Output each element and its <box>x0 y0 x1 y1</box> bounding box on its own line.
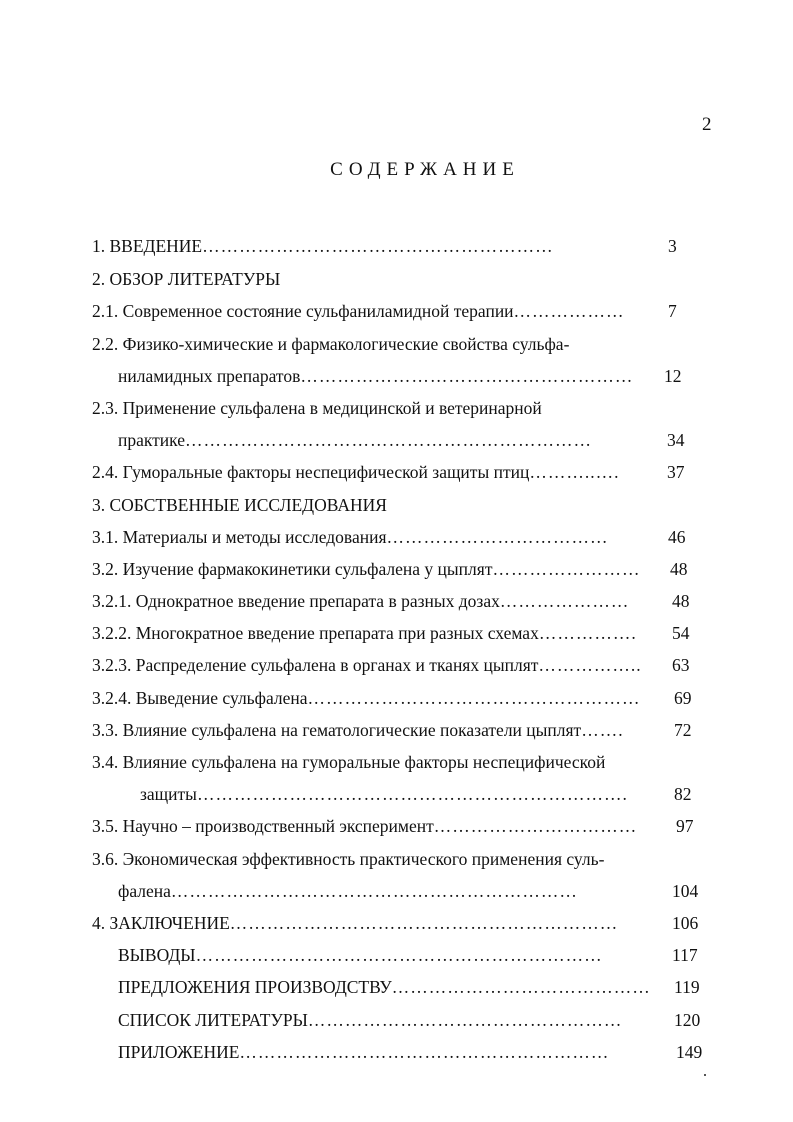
toc-entry <box>92 622 637 644</box>
toc-entry <box>92 268 280 290</box>
toc-entry <box>118 880 578 902</box>
toc-entry <box>92 719 624 741</box>
toc-entry-title: 3.6. Экономическая эффективность практического применения суль- <box>92 849 605 869</box>
toc-entry-title: 4. ЗАКЛЮЧЕНИЕ <box>92 913 230 933</box>
toc-dot-leader: ………………………………………………………… <box>185 430 593 450</box>
toc-entry-title: 3.2.1. Однократное введение препарата в разных дозах <box>92 591 500 611</box>
toc-entry <box>92 815 637 837</box>
toc-entry-title: ПРИЛОЖЕНИЕ <box>118 1042 240 1062</box>
toc-page-number: 46 <box>668 527 686 547</box>
toc-entry <box>92 526 609 548</box>
toc-page-number: 34 <box>667 430 685 450</box>
toc-entry-title: 2.4. Гуморальные факторы неспецифической защиты птиц <box>92 462 530 482</box>
toc-entry-title: практике <box>118 430 186 450</box>
toc-dot-leader: ……………………………………………………… <box>229 913 619 933</box>
toc-page-number: 119 <box>674 977 700 997</box>
toc-page-number: 82 <box>674 784 692 804</box>
toc-page-number: 69 <box>674 688 692 708</box>
scan-speck <box>704 1074 706 1076</box>
toc-dot-leader: …………………………………… <box>391 977 651 997</box>
toc-entry-title: 2.2. Физико-химические и фармакологические свойства сульфа- <box>92 334 570 354</box>
toc-entry <box>92 300 625 322</box>
toc-dot-leader: ……………… <box>513 301 625 321</box>
toc-dot-leader: …………………………… <box>433 816 638 836</box>
toc-page-number: 54 <box>672 623 690 643</box>
toc-entry <box>118 1041 609 1063</box>
toc-dot-leader: …………………………………………………… <box>239 1042 610 1062</box>
toc-entry <box>118 365 633 387</box>
toc-page-number: 120 <box>674 1010 701 1030</box>
toc-entry <box>92 912 618 934</box>
toc-entry-title: 3. СОБСТВЕННЫЕ ИССЛЕДОВАНИЯ <box>92 495 387 515</box>
toc-entry <box>92 751 605 773</box>
toc-page-number: 7 <box>668 301 677 321</box>
toc-page-number: 72 <box>674 720 692 740</box>
toc-entry <box>92 235 554 257</box>
toc-page-number: 3 <box>668 236 677 256</box>
toc-dot-leader: ……. <box>581 720 624 740</box>
toc-dot-leader: ……………………………………………… <box>300 366 634 386</box>
page-number: 2 <box>702 114 712 135</box>
toc-dot-leader: …………….. <box>538 655 642 675</box>
toc-dot-leader: ……………………………………………… <box>307 688 641 708</box>
toc-page-number: 48 <box>670 559 688 579</box>
toc-entry <box>92 848 604 870</box>
toc-page-number: 149 <box>676 1042 703 1062</box>
toc-entry <box>118 976 651 998</box>
toc-entry <box>118 944 603 966</box>
toc-page-number: 48 <box>672 591 690 611</box>
page-title: СОДЕРЖАНИЕ <box>330 159 520 180</box>
toc-entry <box>92 654 642 676</box>
toc-dot-leader: ……………………………… <box>386 527 609 547</box>
toc-dot-leader: ………………………………………………………… <box>170 881 578 901</box>
toc-dot-leader: …………………………………………… <box>307 1010 623 1030</box>
toc-entry-title: 3.2. Изучение фармакокинетики сульфалена у цыплят <box>92 559 493 579</box>
toc-entry <box>92 461 619 483</box>
toc-entry-title: 3.2.2. Многократное введение препарата при разных схемах <box>92 623 539 643</box>
toc-page-number: 117 <box>672 945 698 965</box>
toc-entry <box>92 590 629 612</box>
toc-dot-leader: …………………… <box>492 559 641 579</box>
toc-entry-title: защиты <box>140 784 197 804</box>
toc-entry-title: 2.3. Применение сульфалена в медицинской и ветеринарной <box>92 398 542 418</box>
toc-dot-leader: ………..…. <box>529 462 620 482</box>
toc-entry-title: ВЫВОДЫ <box>118 945 196 965</box>
toc-dot-leader: ………………………………………………… <box>202 236 554 256</box>
toc-page-number: 106 <box>672 913 699 933</box>
toc-entry <box>92 558 640 580</box>
toc-entry-title: ниламидных препаратов <box>118 366 301 386</box>
toc-dot-leader: ………………… <box>499 591 630 611</box>
toc-entry-title: 3.1. Материалы и методы исследования <box>92 527 387 547</box>
toc-entry-title: 3.3. Влияние сульфалена на гематологические показатели цыплят <box>92 720 582 740</box>
toc-entry <box>118 429 592 451</box>
toc-entry-title: 3.2.4. Выведение сульфалена <box>92 688 308 708</box>
toc-page-number: 12 <box>664 366 682 386</box>
toc-page-number: 97 <box>676 816 694 836</box>
toc-entry-title: ПРЕДЛОЖЕНИЯ ПРОИЗВОДСТВУ <box>118 977 392 997</box>
toc-entry <box>92 494 387 516</box>
toc-entry-title: 1. ВВЕДЕНИЕ <box>92 236 203 256</box>
toc-entry-title: 3.2.3. Распределение сульфалена в органах и тканях цыплят <box>92 655 539 675</box>
toc-entry-title: 3.4. Влияние сульфалена на гуморальные факторы неспецифической <box>92 752 606 772</box>
toc-dot-leader: ……………………………………………………………. <box>196 784 628 804</box>
toc-page-number: 63 <box>672 655 690 675</box>
toc-entry <box>92 333 569 355</box>
toc-entry-title: СПИСОК ЛИТЕРАТУРЫ <box>118 1010 308 1030</box>
toc-dot-leader: ………………………………………………………… <box>195 945 603 965</box>
toc-entry-title: 2.1. Современное состояние сульфаниламидной терапии <box>92 301 514 321</box>
toc-entry <box>118 1009 622 1031</box>
toc-entry <box>92 687 641 709</box>
toc-page-number: 37 <box>667 462 685 482</box>
toc-page-number: 104 <box>672 881 699 901</box>
toc-entry-title: 3.5. Научно – производственный эксперимент <box>92 816 434 836</box>
toc-entry-title: фалена <box>118 881 171 901</box>
toc-entry <box>140 783 628 805</box>
toc-entry-title: 2. ОБЗОР ЛИТЕРАТУРЫ <box>92 269 281 289</box>
toc-entry <box>92 397 542 419</box>
toc-dot-leader: ……………. <box>538 623 637 643</box>
